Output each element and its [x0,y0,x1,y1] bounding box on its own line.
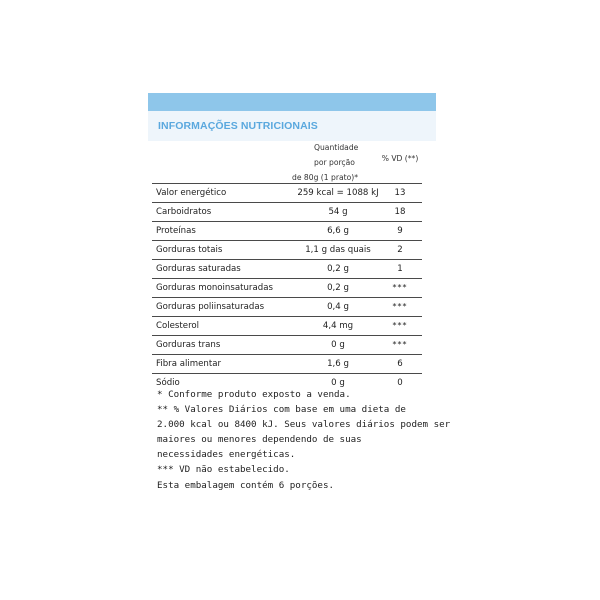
table-row [152,203,422,222]
nutrient-name: Fibra alimentar [156,359,222,369]
nutrient-vd: 6 [397,359,403,369]
quantity-column-header [286,140,382,186]
nutrition-table [152,136,422,392]
quantity-header-line: por porção [314,158,355,168]
nutrient-vd: *** [392,283,408,292]
table-row [152,260,422,279]
footnote-line: Esta embalagem contém 6 porções. [157,479,335,491]
nutrient-vd: 13 [394,188,406,198]
quantity-header-line: de 80g (1 prato)* [292,173,358,183]
nutrient-quantity: 0 g [331,340,345,350]
nutrient-name: Valor energético [156,188,227,198]
table-row [152,183,422,203]
nutrient-name: Colesterol [156,321,200,331]
footnote-line: necessidades energéticas. [157,449,296,461]
nutrient-vd: *** [392,321,408,330]
nutrient-quantity: 0,4 g [327,302,349,312]
table-row [152,336,422,355]
nutrient-name: Carboidratos [156,207,212,217]
nutrient-vd: 1 [397,264,403,274]
table-row [152,317,422,336]
nutrient-name: Gorduras saturadas [156,264,241,274]
quantity-header-line: Quantidade [314,143,359,152]
nutrient-vd: 18 [394,207,406,217]
nutrient-name: Gorduras totais [156,245,223,255]
nutrient-quantity: 259 kcal = 1088 kJ [297,188,379,198]
table-row [152,222,422,241]
nutrient-vd: *** [392,302,408,311]
vd-column-header: % VD (**) [381,154,419,163]
table-row [152,241,422,260]
nutrient-quantity: 1,6 g [327,359,349,369]
table-row [152,279,422,298]
nutrient-quantity: 1,1 g das quais [305,245,371,255]
nutrient-quantity: 0,2 g [327,264,349,274]
nutrient-vd: 9 [397,226,403,236]
footnote-line: maiores ou menores dependendo de suas [157,434,362,446]
nutrient-vd: 2 [397,245,403,255]
nutrition-panel-header [148,93,436,141]
nutrient-vd: 0 [397,378,403,388]
nutrient-name: Gorduras monoinsaturadas [156,283,273,293]
nutrient-name: Sódio [156,378,180,388]
nutrient-name: Proteínas [156,226,196,236]
nutrient-quantity: 54 g [328,207,348,217]
nutrient-name: Gorduras trans [156,340,221,350]
nutrient-quantity: 0,2 g [327,283,349,293]
nutrient-quantity: 6,6 g [327,226,349,236]
footnotes [157,387,457,493]
nutrient-vd: *** [392,340,408,349]
header-color-bar [148,93,436,111]
table-row [152,355,422,374]
table-row [152,298,422,317]
panel-title: INFORMAÇÕES NUTRICIONAIS [158,120,318,132]
footnote-line: 2.000 kcal ou 8400 kJ. Seus valores diários podem ser [157,419,451,431]
footnote-line: ** % Valores Diários com base em uma dieta de [157,404,406,416]
footnote-line: * Conforme produto exposto a venda. [157,389,351,400]
footnote-line: *** VD não estabelecido. [157,464,290,476]
table-header [152,136,422,183]
nutrient-name: Gorduras poliinsaturadas [156,302,265,312]
nutrient-quantity: 0 g [331,378,345,388]
nutrient-quantity: 4,4 mg [322,321,354,331]
